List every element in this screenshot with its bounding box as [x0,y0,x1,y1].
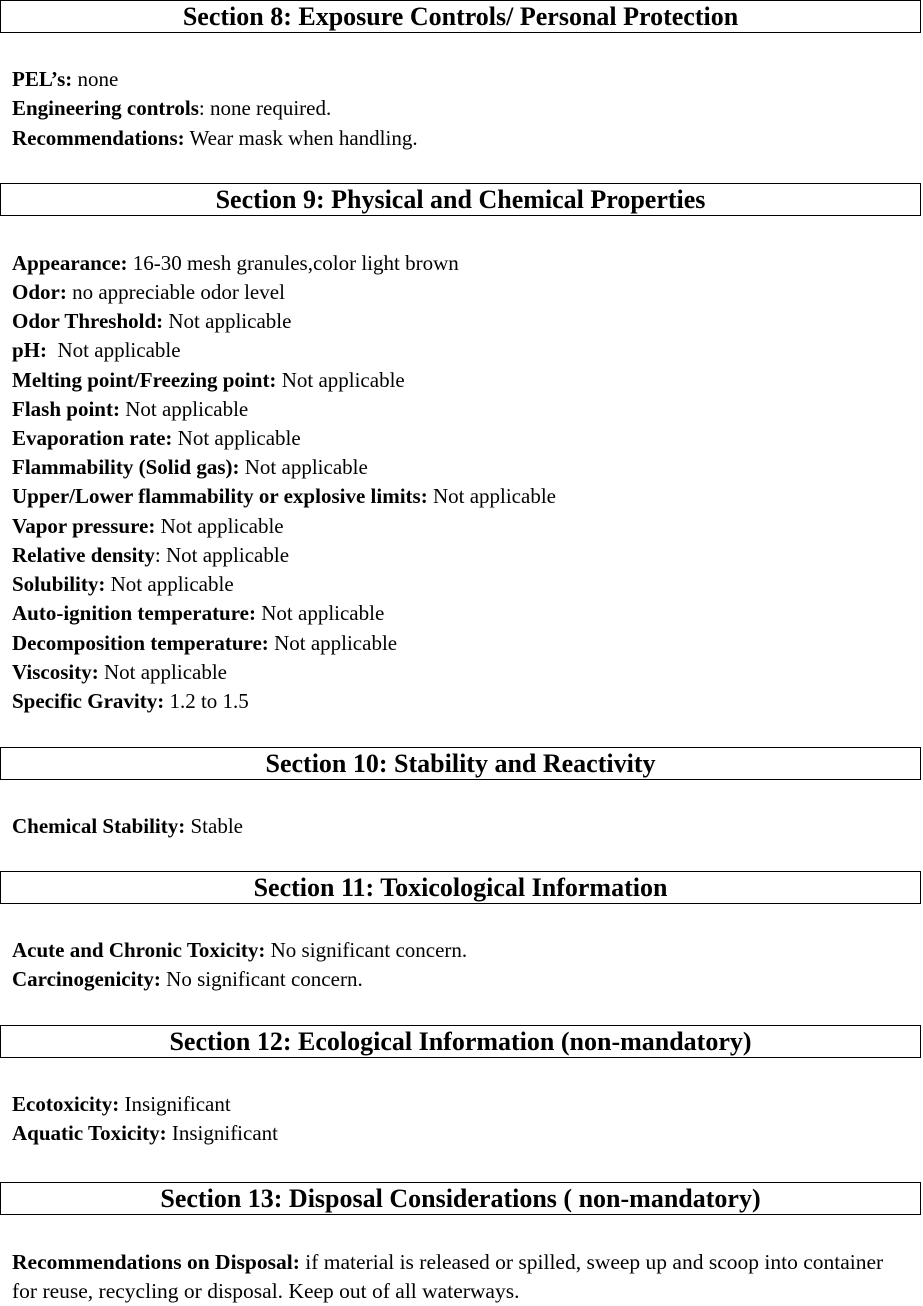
auto-ignition-field [12,599,384,628]
viscosity-field [12,658,227,687]
field-value: 1.2 to 1.5 [164,689,249,713]
melting-point-field [12,366,405,395]
field-label: Relative density [12,543,155,567]
field-label: Solubility: [12,572,106,596]
explosive-limits-field [12,482,556,511]
section-9-header: Section 9: Physical and Chemical Properties [0,183,921,216]
field-label: Evaporation rate: [12,426,173,450]
section-11-header: Section 11: Toxicological Information [0,871,921,904]
pels-field [12,65,118,94]
section-12-header: Section 12: Ecological Information (non-mandatory) [0,1025,921,1058]
field-label: Decomposition temperature: [12,631,269,655]
vapor-pressure-field [12,512,284,541]
field-value: No significant concern. [160,967,363,991]
field-value: Insignificant [166,1121,278,1145]
field-value: no appreciable odor level [66,280,285,304]
field-label: Ecotoxicity: [12,1092,120,1116]
field-value: none [72,67,119,91]
field-label: Appearance: [12,251,128,275]
field-value: if material is released or spilled, sweep up and scoop into container for reuse, recycling or disposal. Keep out of all waterways. [12,1250,884,1303]
recommendations-field [12,124,418,153]
appearance-field [12,249,459,278]
field-value: 16-30 mesh granules,color light brown [127,251,459,275]
field-label: Upper/Lower flammability or explosive limits: [12,484,428,508]
field-value: : none required. [198,96,332,120]
ph-field [12,336,181,365]
section-10-header: Section 10: Stability and Reactivity [0,747,921,780]
field-label: Recommendations: [12,126,185,150]
field-value: Wear mask when handling. [184,126,418,150]
field-label: Flammability (Solid gas): [12,455,240,479]
field-value: No significant concern. [265,938,468,962]
disposal-recommendations-field [12,1248,912,1306]
odor-threshold-field [12,307,291,336]
engineering-controls-field [12,94,331,123]
field-label: Chemical Stability: [12,814,186,838]
carcinogenicity-field [12,965,363,994]
solubility-field [12,570,234,599]
field-label: Odor Threshold: [12,309,164,333]
field-label: Recommendations on Disposal: [12,1250,300,1274]
field-label: Viscosity: [12,660,99,684]
field-value: Not applicable [155,514,284,538]
field-label: Engineering controls [12,96,199,120]
field-value: Not applicable [163,309,292,333]
field-value: Not applicable [276,368,405,392]
acute-toxicity-field [12,936,467,965]
field-value: : Not applicable [154,543,290,567]
field-value: Not applicable [239,455,368,479]
field-label: Specific Gravity: [12,689,165,713]
field-value: Not applicable [119,397,249,421]
odor-field [12,278,285,307]
ecotoxicity-field [12,1090,231,1119]
relative-density-field [12,541,289,570]
field-label: Carcinogenicity: [12,967,161,991]
field-value: Not applicable [427,484,556,508]
field-label: Odor: [12,280,67,304]
field-value: Not applicable [98,660,228,684]
aquatic-toxicity-field [12,1119,278,1148]
decomposition-temperature-field [12,629,397,658]
field-label: Vapor pressure: [12,514,156,538]
field-value: Not applicable [172,426,301,450]
section-8-header: Section 8: Exposure Controls/ Personal Protection [0,0,921,33]
field-value: Not applicable [47,338,181,362]
field-label: Auto-ignition temperature: [12,601,256,625]
flash-point-field [12,395,248,424]
evaporation-rate-field [12,424,301,453]
field-label: pH: [12,338,48,362]
field-value: Not applicable [256,601,385,625]
chemical-stability-field [12,812,243,841]
specific-gravity-field [12,687,249,716]
field-value: Not applicable [268,631,398,655]
field-label: Aquatic Toxicity: [12,1121,167,1145]
field-label: Flash point: [12,397,120,421]
flammability-field [12,453,368,482]
field-label: PEL’s: [12,67,73,91]
field-label: Acute and Chronic Toxicity: [12,938,266,962]
field-value: Insignificant [119,1092,231,1116]
field-value: Not applicable [105,572,234,596]
field-label: Melting point/Freezing point: [12,368,277,392]
field-value: Stable [185,814,243,838]
section-13-header: Section 13: Disposal Considerations ( non-mandatory) [0,1182,921,1215]
